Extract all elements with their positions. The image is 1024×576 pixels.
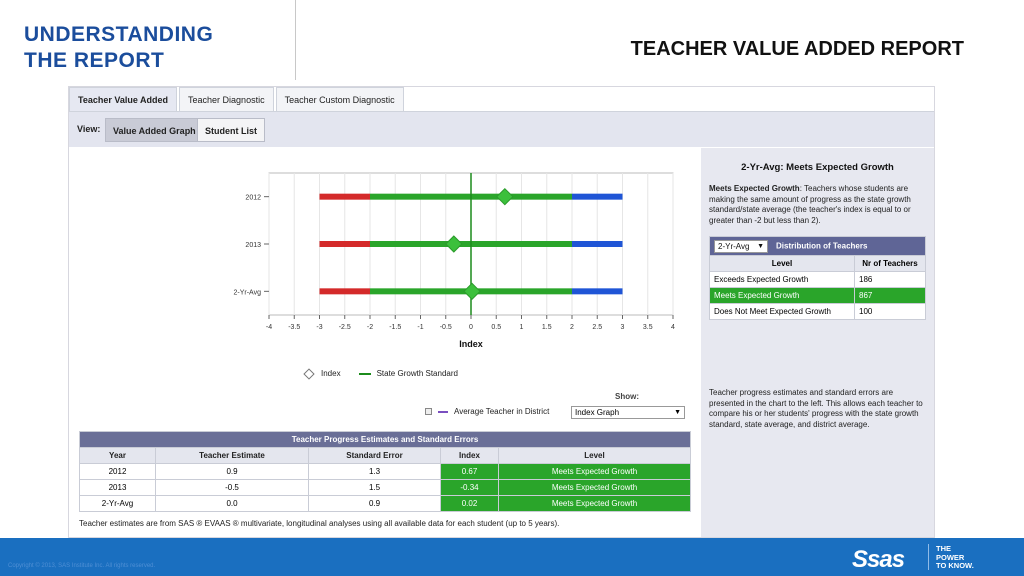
estimates-table-header xyxy=(80,448,691,464)
tab-teacher-custom-diagnostic[interactable]: Teacher Custom Diagnostic xyxy=(276,87,404,111)
side-panel-description xyxy=(709,184,926,226)
x-tick-label: -1.5 xyxy=(389,324,402,331)
col-dist-count: Nr of Teachers xyxy=(855,256,926,272)
tagline-line3: TO KNOW. xyxy=(936,561,974,570)
col-standard-error: Standard Error xyxy=(309,448,441,464)
band-does-not-meet-expected-growth xyxy=(320,241,371,247)
side-desc-bold: Meets Expected Growth xyxy=(709,184,800,193)
table-row xyxy=(710,304,926,320)
cell-estimate: -0.5 xyxy=(156,480,309,496)
average-teacher-line-icon xyxy=(438,411,448,413)
x-tick-label: 0 xyxy=(469,324,473,331)
table-row xyxy=(710,272,926,288)
band-exceeds-expected-growth xyxy=(572,241,623,247)
x-tick-label: -0.5 xyxy=(439,324,452,331)
state-growth-line-icon xyxy=(359,373,371,375)
tab-teacher-value-added[interactable]: Teacher Value Added xyxy=(69,87,177,111)
side-panel-title: 2-Yr-Avg: Meets Expected Growth xyxy=(741,162,894,173)
x-tick-label: 0.5 xyxy=(491,324,502,331)
band-exceeds-expected-growth xyxy=(572,194,623,200)
sas-logo: Ssas xyxy=(852,546,905,573)
average-teacher-toggle[interactable] xyxy=(425,407,549,416)
slide-title-line2: THE REPORT xyxy=(24,49,165,72)
value-added-chart xyxy=(159,167,679,367)
slide-title-line1: UNDERSTANDING xyxy=(24,23,214,46)
dist-level: Meets Expected Growth xyxy=(710,288,855,304)
cell-estimate: 0.9 xyxy=(156,464,309,480)
cell-index: 0.67 xyxy=(441,464,499,480)
band-does-not-meet-expected-growth xyxy=(320,288,371,294)
table-row xyxy=(80,496,691,512)
legend-index-label: Index xyxy=(321,369,341,378)
y-tick-label: 2012 xyxy=(245,194,261,202)
index-diamond-icon xyxy=(303,368,314,379)
distribution-header xyxy=(710,237,926,256)
chevron-down-icon: ▼ xyxy=(757,242,764,250)
report-app xyxy=(68,86,935,538)
cell-level: Meets Expected Growth xyxy=(499,496,691,512)
cell-error: 1.5 xyxy=(309,480,441,496)
x-tick-label: 1 xyxy=(519,324,524,331)
x-tick-label: 2.5 xyxy=(592,324,603,331)
cell-year: 2012 xyxy=(80,464,156,480)
table-row xyxy=(80,480,691,496)
period-select[interactable] xyxy=(714,240,768,253)
estimates-footnote: Teacher estimates are from SAS ® EVAAS ® multivariate, longitudinal analyses using all available data for each student (up to 5 years). xyxy=(79,519,560,528)
estimates-table-caption: Teacher Progress Estimates and Standard Errors xyxy=(80,432,691,448)
dist-count: 867 xyxy=(855,288,926,304)
estimates-table xyxy=(79,431,691,512)
dist-level: Exceeds Expected Growth xyxy=(710,272,855,288)
cell-index: -0.34 xyxy=(441,480,499,496)
cell-year: 2013 xyxy=(80,480,156,496)
y-tick-label: 2-Yr-Avg xyxy=(233,289,261,297)
x-tick-label: -3.5 xyxy=(288,324,301,331)
x-tick-label: -1 xyxy=(417,324,424,331)
x-tick-label: -2.5 xyxy=(338,324,351,331)
x-tick-label: -4 xyxy=(265,324,273,331)
cell-level: Meets Expected Growth xyxy=(499,480,691,496)
slide-title xyxy=(24,22,284,74)
cell-error: 1.3 xyxy=(309,464,441,480)
side-panel-note: Teacher progress estimates and standard errors are presented in the chart to the left. This allows each teacher to compare his or her students' progress with the state growth standard, state average, and district average. xyxy=(709,388,923,429)
table-row xyxy=(710,288,926,304)
average-teacher-label: Average Teacher in District xyxy=(454,407,550,416)
dist-count: 186 xyxy=(855,272,926,288)
show-label: Show: xyxy=(615,392,639,401)
cell-error: 0.9 xyxy=(309,496,441,512)
distribution-title: Distribution of Teachers xyxy=(776,241,868,251)
cell-level: Meets Expected Growth xyxy=(499,464,691,480)
col-index: Index xyxy=(441,448,499,464)
dist-level: Does Not Meet Expected Growth xyxy=(710,304,855,320)
x-axis-label: Index xyxy=(459,339,483,349)
cell-index: 0.02 xyxy=(441,496,499,512)
title-divider xyxy=(295,0,296,80)
value-added-graph-button[interactable]: Value Added Graph xyxy=(105,118,204,142)
table-row xyxy=(80,464,691,480)
distribution-table xyxy=(709,236,926,320)
report-title: TEACHER VALUE ADDED REPORT xyxy=(630,38,964,60)
show-select-value: Index Graph xyxy=(575,408,620,417)
col-dist-level: Level xyxy=(710,256,855,272)
distribution-col-header xyxy=(710,256,926,272)
view-label: View: xyxy=(77,124,101,134)
legend-state-growth-label: State Growth Standard xyxy=(376,369,458,378)
tab-teacher-diagnostic[interactable]: Teacher Diagnostic xyxy=(179,87,274,111)
col-year: Year xyxy=(80,448,156,464)
x-tick-label: 4 xyxy=(671,324,675,331)
tagline-line1: THE xyxy=(936,544,951,553)
average-teacher-checkbox[interactable] xyxy=(425,408,432,415)
y-tick-label: 2013 xyxy=(245,242,261,249)
report-tabs xyxy=(69,87,406,111)
dist-count: 100 xyxy=(855,304,926,320)
col-teacher-estimate: Teacher Estimate xyxy=(156,448,309,464)
x-tick-label: -2 xyxy=(366,324,374,331)
x-tick-label: 3.5 xyxy=(642,324,653,331)
student-list-button[interactable]: Student List xyxy=(197,118,265,142)
copyright-text: Copyright © 2013, SAS Institute Inc. All rights reserved. xyxy=(8,563,156,569)
band-does-not-meet-expected-growth xyxy=(320,194,371,200)
chevron-down-icon: ▼ xyxy=(674,409,681,416)
tagline xyxy=(936,545,974,571)
x-tick-label: 1.5 xyxy=(541,324,552,331)
x-tick-label: -3 xyxy=(316,324,323,331)
footer-bar xyxy=(0,538,1024,576)
band-exceeds-expected-growth xyxy=(572,288,623,294)
side-desc-text: : Teachers whose students are making the same amount of progress as the state growth standard/state average (the teacher's index is equal to or greater than -2 but less than 2). xyxy=(709,184,911,225)
tagline-line2: POWER xyxy=(936,552,965,562)
chart-legend xyxy=(305,369,458,378)
side-panel xyxy=(701,148,934,537)
cell-estimate: 0.0 xyxy=(156,496,309,512)
cell-year: 2-Yr-Avg xyxy=(80,496,156,512)
view-toolbar xyxy=(69,111,934,147)
period-select-value: 2-Yr-Avg xyxy=(718,241,750,251)
x-tick-label: 3 xyxy=(620,324,625,331)
col-level: Level xyxy=(499,448,691,464)
logo-divider xyxy=(928,544,929,570)
show-select[interactable] xyxy=(571,406,685,419)
x-tick-label: 2 xyxy=(570,324,574,331)
